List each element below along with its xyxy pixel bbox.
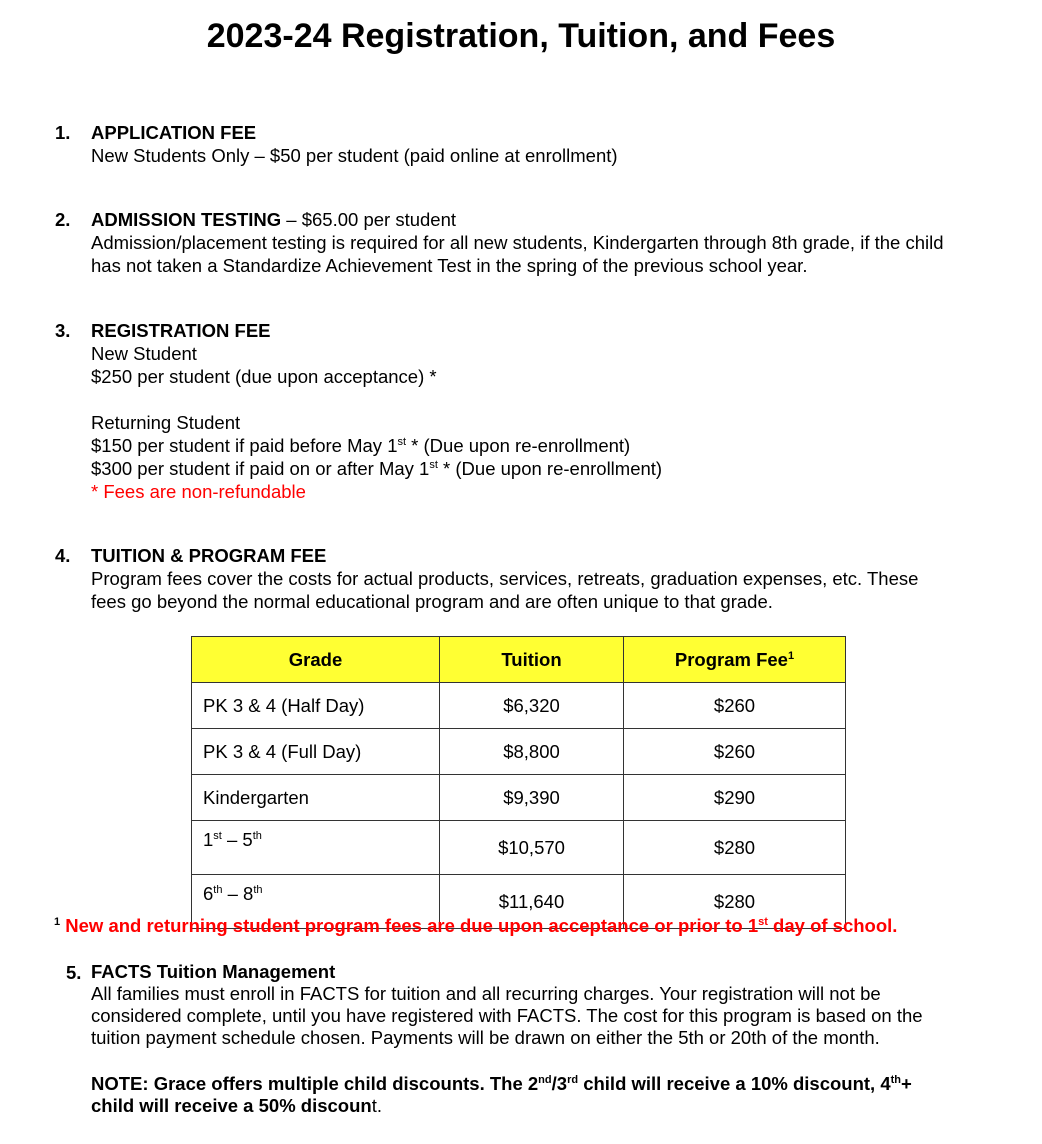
grade-start: 1 xyxy=(203,829,214,850)
returning-fee-early-text: $150 per student if paid before May 1 xyxy=(91,435,398,456)
fee-cell: $280 xyxy=(624,875,846,929)
new-student-fee: $250 per student (due upon acceptance) * xyxy=(91,366,437,387)
grade-cell: Kindergarten xyxy=(192,775,440,821)
returning-fee-late-note: * (Due upon re-enrollment) xyxy=(437,458,663,479)
section-text-line: tuition payment schedule chosen. Payments will be drawn on either the 5th or 20th of the month. xyxy=(91,1027,880,1048)
section-text-line: has not taken a Standardize Achievement Test in the spring of the previous school year. xyxy=(91,255,808,276)
section-number: 3. xyxy=(55,320,71,341)
grade-end: – 5 xyxy=(221,829,253,850)
grade-start: 6 xyxy=(203,883,214,904)
discount-note-text: + xyxy=(901,1073,912,1094)
footnote-text: New and returning student program fees are due upon acceptance or prior to 1 xyxy=(65,915,759,936)
section-heading: APPLICATION FEE xyxy=(91,122,257,143)
superscript: th xyxy=(213,884,223,896)
table-row xyxy=(192,821,846,875)
discount-note-line-2 xyxy=(91,1095,1014,1117)
program-fee-footnote xyxy=(54,913,897,939)
section-text-line: Admission/placement testing is required for all new students, Kindergarten through 8th grade, if the child xyxy=(91,232,944,253)
discount-note-text: NOTE: Grace offers multiple child discounts. The 2 xyxy=(91,1073,539,1094)
discount-note-end: t. xyxy=(371,1095,382,1116)
footnote-marker: 1 xyxy=(787,649,795,662)
grade-cell xyxy=(192,821,440,875)
footnote-marker: 1 xyxy=(54,916,61,928)
section-text-line: Program fees cover the costs for actual products, services, retreats, graduation expenses, etc. These xyxy=(91,568,919,589)
section-heading: TUITION & PROGRAM FEE xyxy=(91,545,327,566)
discount-note-text: child will receive a 10% discount, 4 xyxy=(578,1073,891,1094)
superscript: st xyxy=(397,436,407,448)
section-number: 5. xyxy=(66,962,82,983)
new-student-label: New Student xyxy=(91,343,197,364)
fee-cell: $280 xyxy=(624,821,846,875)
discount-note-line xyxy=(91,1073,1014,1095)
returning-fee-late-text: $300 per student if paid on or after May 1 xyxy=(91,458,430,479)
footnote-text-end: day of school. xyxy=(767,915,898,936)
superscript: nd xyxy=(538,1074,552,1086)
fee-cell: $260 xyxy=(624,683,846,729)
page-title: 2023-24 Registration, Tuition, and Fees xyxy=(206,17,836,55)
fee-cell: $260 xyxy=(624,729,846,775)
discount-note-text: child will receive a 50% discoun xyxy=(91,1095,372,1116)
table-row xyxy=(192,729,846,775)
grade-cell: PK 3 & 4 (Half Day) xyxy=(192,683,440,729)
superscript: th xyxy=(253,884,263,896)
discount-note-text: /3 xyxy=(551,1073,568,1094)
returning-fee-early xyxy=(91,434,1014,457)
section-number: 1. xyxy=(55,122,71,143)
section-heading-suffix: – $65.00 per student xyxy=(281,209,457,230)
superscript: th xyxy=(890,1074,902,1086)
table-header-row xyxy=(192,637,846,683)
superscript: th xyxy=(252,830,262,842)
section-text-line: considered complete, until you have registered with FACTS. The cost for this program is based on the xyxy=(91,1005,923,1026)
superscript: st xyxy=(758,916,768,928)
tuition-cell: $10,570 xyxy=(440,821,624,875)
superscript: rd xyxy=(567,1074,579,1086)
nonrefundable-note: * Fees are non-refundable xyxy=(91,481,306,502)
section-number: 4. xyxy=(55,545,71,566)
header-program-fee xyxy=(624,637,846,683)
section-text: New Students Only – $50 per student (paid online at enrollment) xyxy=(91,145,618,166)
tuition-cell: $6,320 xyxy=(440,683,624,729)
tuition-cell: $8,800 xyxy=(440,729,624,775)
fee-cell: $290 xyxy=(624,775,846,821)
grade-cell: PK 3 & 4 (Full Day) xyxy=(192,729,440,775)
superscript: st xyxy=(429,459,438,471)
table-row xyxy=(192,775,846,821)
section-heading: ADMISSION TESTING xyxy=(91,209,282,230)
header-grade: Grade xyxy=(192,637,440,683)
tuition-table xyxy=(191,636,846,929)
returning-student-label: Returning Student xyxy=(91,412,241,433)
header-program-fee-label: Program Fee xyxy=(674,648,788,670)
section-number: 2. xyxy=(55,209,71,230)
section-text-line: All families must enroll in FACTS for tuition and all recurring charges. Your registration will not be xyxy=(91,983,881,1004)
superscript: st xyxy=(213,830,222,842)
tuition-cell: $11,640 xyxy=(440,875,624,929)
returning-fee-late xyxy=(91,457,1014,480)
returning-fee-early-note: * (Due upon re-enrollment) xyxy=(406,435,631,456)
section-text-line: fees go beyond the normal educational program and are often unique to that grade. xyxy=(91,591,773,612)
header-tuition: Tuition xyxy=(440,637,624,683)
tuition-cell: $9,390 xyxy=(440,775,624,821)
table-row xyxy=(192,683,846,729)
section-heading: FACTS Tuition Management xyxy=(91,961,336,982)
grade-end: – 8 xyxy=(222,883,254,904)
section-heading: REGISTRATION FEE xyxy=(91,320,271,341)
